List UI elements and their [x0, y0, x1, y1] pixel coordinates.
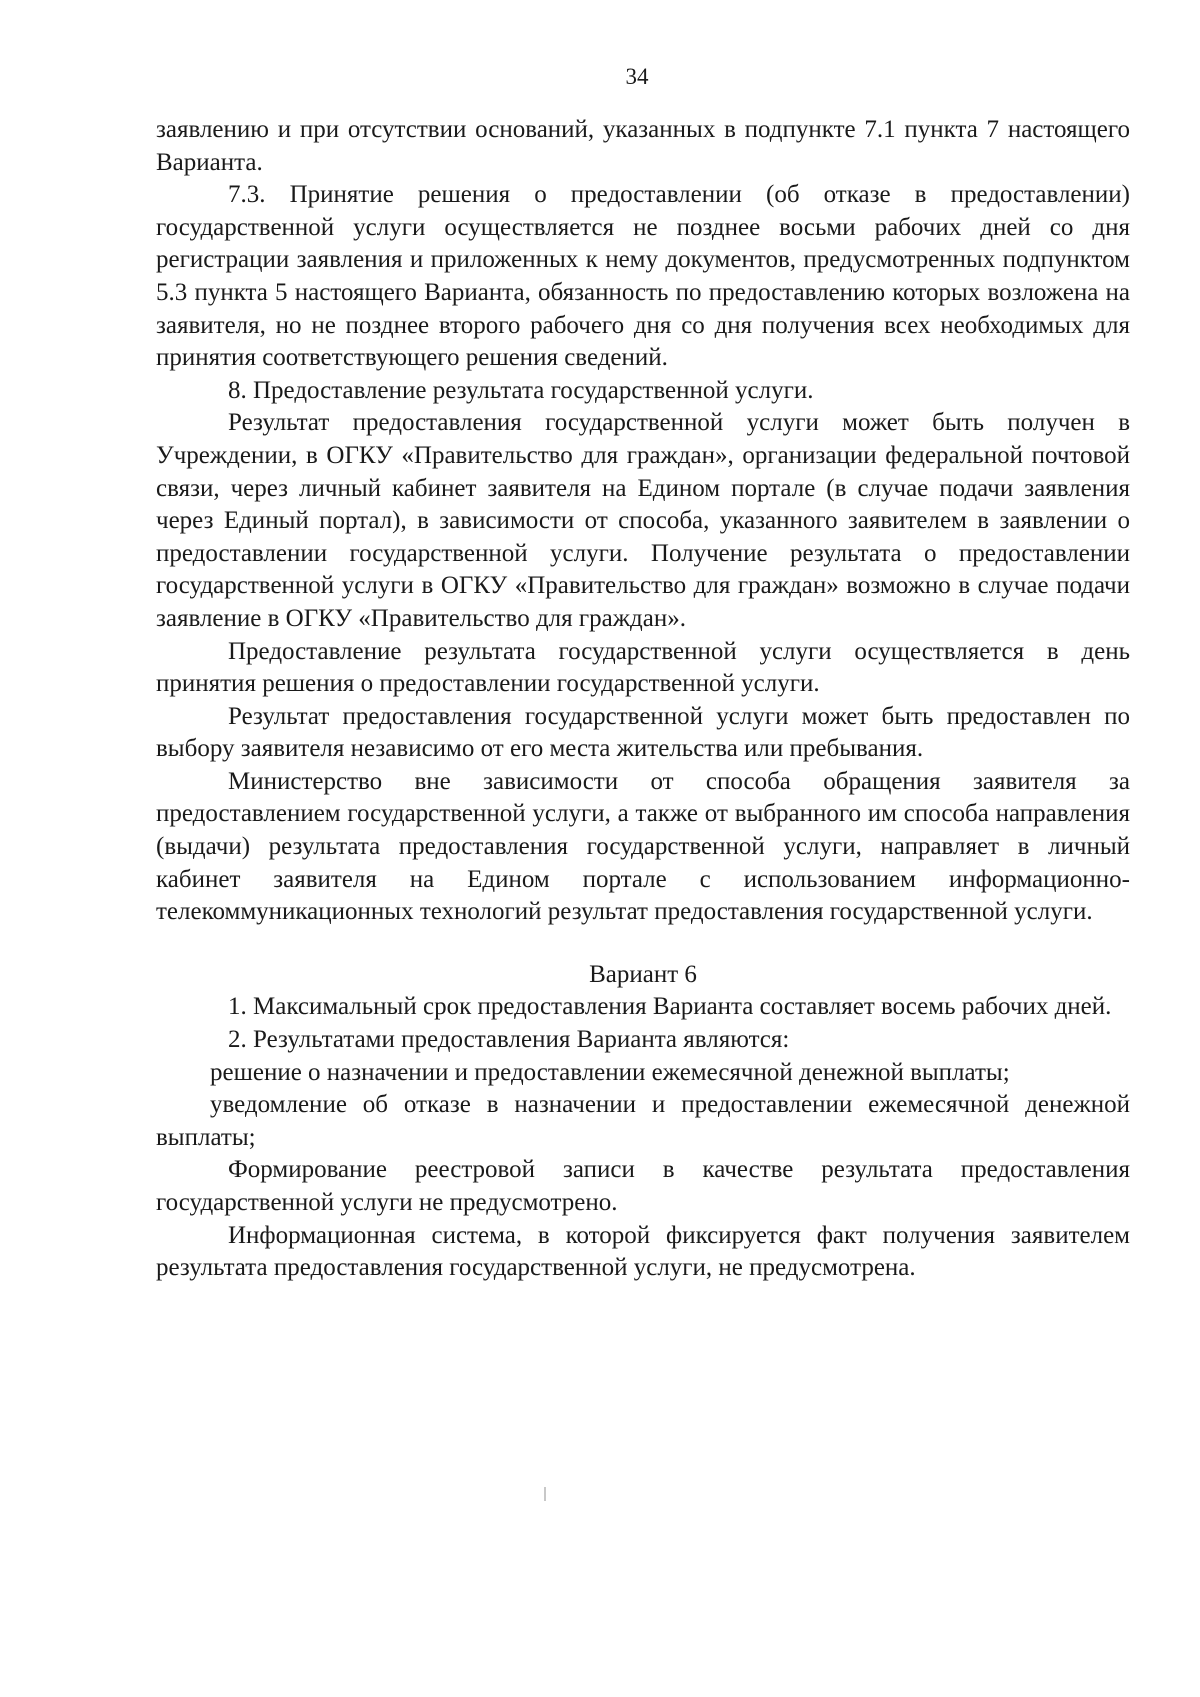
item-8-choice-paragraph: Результат предоставления государственной услуги может быть предоставлен по выбору заявителя независимо от его места жительства или пребывания.	[156, 702, 1130, 763]
continuation-paragraph: заявлению и при отсутствии оснований, указанных в подпункте 7.1 пункта 7 настоящего Варианта.	[156, 116, 1130, 176]
variant-6-registry-note: Формирование реестровой записи в качестве результата предоставления государственной услуги не предусмотрено.	[156, 1156, 1130, 1216]
variant-6-item-2: 2. Результатами предоставления Варианта являются:	[228, 1026, 790, 1054]
scan-artifact-mark	[544, 1487, 546, 1501]
document-body	[156, 114, 1130, 1285]
item-7-3-paragraph: 7.3. Принятие решения о предоставлении (об отказе в предоставлении) государственной услуги осуществляется не позднее восьми рабочих дней со дня регистрации заявления и приложенных к нему документов, предусмотренных подпунктом 5.3 пункта 5 настоящего Варианта, обязанность по предоставлению которых возложена на заявителя, но не позднее второго рабочего дня со дня получения всех необходимых для принятия соответствующего решения сведений.	[156, 181, 1130, 372]
item-8-result-paragraph: Результат предоставления государственной услуги может быть получен в Учреждении, в ОГКУ «Правительство для граждан», организации федеральной почтовой связи, через личный кабинет заявителя на Едином портале (в случае подачи заявления через Единый портал), в зависимости от способа, указанного заявителем в заявлении о предоставлении государственной услуги. Получение результата о предоставлении государственной услуги в ОГКУ «Правительство для граждан» возможно в случае подачи заявление в ОГКУ «Правительство для граждан».	[156, 409, 1130, 632]
item-8-heading: 8. Предоставление результата государственной услуги.	[228, 376, 814, 404]
page-number: 34	[625, 64, 649, 89]
variant-6-result-refusal: уведомление об отказе в назначении и предоставлении ежемесячной денежной выплаты;	[156, 1091, 1130, 1151]
variant-6-heading: Вариант 6	[589, 960, 697, 988]
variant-6-item-1: 1. Максимальный срок предоставления Варианта составляет восемь рабочих дней.	[228, 993, 1112, 1021]
variant-6-result-decision: решение о назначении и предоставлении ежемесячной денежной выплаты;	[210, 1058, 1010, 1086]
variant-6-info-system-note: Информационная система, в которой фиксируется факт получения заявителем результата предоставления государственной услуги, не предусмотрена.	[156, 1221, 1130, 1282]
item-8-ministry-paragraph: Министерство вне зависимости от способа обращения заявителя за предоставлением государственной услуги, а также от выбранного им способа направления (выдачи) результата предоставления государственной услуги, направляет в личный кабинет заявителя на Едином портале с использованием информационно-телекоммуникационных технологий результат предоставления государственной услуги.	[156, 767, 1130, 926]
item-8-timing-paragraph: Предоставление результата государственной услуги осуществляется в день принятия решения о предоставлении государственной услуги.	[156, 637, 1130, 698]
